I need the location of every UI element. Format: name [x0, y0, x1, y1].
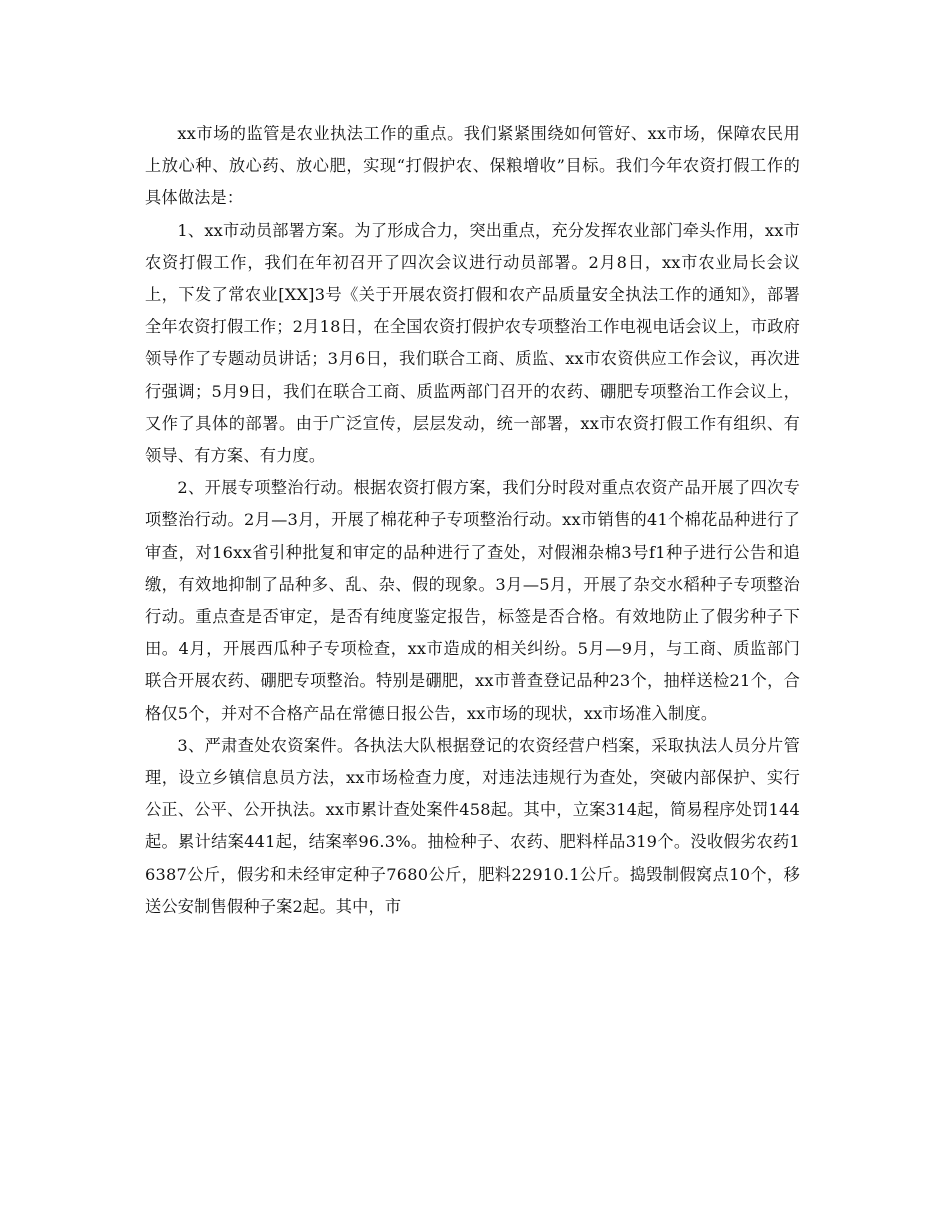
paragraph-section-3: 3、严肃查处农资案件。各执法大队根据登记的农资经营户档案，采取执法人员分片管理，设立乡镇信息员方法，xx市场检查力度，对违法违规行为查处，突破内部保护、实行公正、公平、公开执法。xx市累计查处案件458起。其中，立案314起，简易程序处罚144起。累计结案441起，结案率96.3%。抽检种子、农药、肥料样品319个。没收假劣农药16387公斤，假劣和未经审定种子7680公斤，肥料22910.1公斤。捣毁制假窝点10个，移送公安制售假种子案2起。其中，市: [145, 735, 800, 916]
paragraph-section-2: 2、开展专项整治行动。根据农资打假方案，我们分时段对重点农资产品开展了四次专项整治行动。2月—3月，开展了棉花种子专项整治行动。xx市销售的41个棉花品种进行了审查，对16xx省引种批复和审定的品种进行了查处，对假湘杂棉3号f1种子进行公告和追缴，有效地抑制了品种多、乱、杂、假的现象。3月—5月，开展了杂交水稻种子专项整治行动。重点查是否审定，是否有纯度鉴定报告，标签是否合格。有效地防止了假劣种子下田。4月，开展西瓜种子专项检查，xx市造成的相关纠纷。5月—9月，与工商、质监部门联合开展农药、硼肥专项整治。特别是硼肥，xx市普查登记品种23个，抽样送检21个，合格仅5个，并对不合格产品在常德日报公告，xx市场的现状，xx市场准入制度。: [145, 478, 800, 723]
paragraph-section-1: 1、xx市动员部署方案。为了形成合力，突出重点，充分发挥农业部门牵头作用，xx市农资打假工作，我们在年初召开了四次会议进行动员部署。2月8日，xx市农业局长会议上，下发了常农业[XX]3号《关于开展农资打假和农产品质量安全执法工作的通知》，部署全年农资打假工作；2月18日，在全国农资打假护农专项整治工作电视电话会议上，市政府领导作了专题动员讲话；3月6日，我们联合工商、质监、xx市农资供应工作会议，再次进行强调；5月9日，我们在联合工商、质监两部门召开的农药、硼肥专项整治工作会议上，又作了具体的部署。由于广泛宣传，层层发动，统一部署，xx市农资打假工作有组织、有领导、有方案、有力度。: [145, 220, 800, 466]
paragraph-intro: xx市场的监管是农业执法工作的重点。我们紧紧围绕如何管好、xx市场，保障农民用上放心种、放心药、放心肥，实现“打假护农、保粮增收”目标。我们今年农资打假工作的具体做法是：: [145, 124, 800, 208]
document-body: [145, 118, 800, 923]
